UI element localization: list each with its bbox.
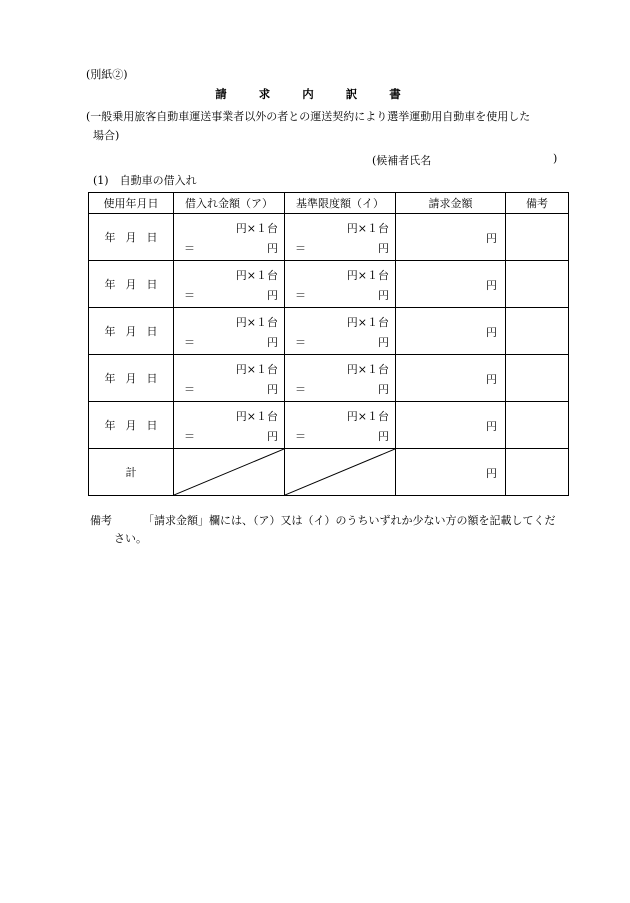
note-line-1: 「請求金額」欄には、（ア）又は（イ）のうちいずれか少ない方の額を記載してくだ [143,514,556,527]
yen-unit: 円 [267,430,278,443]
day-label: 日 [146,372,158,385]
claim-amount-cell [396,402,506,449]
limit-amount-cell [285,214,396,261]
yen-unit: 円 [267,383,278,396]
equals-sign: ＝ [295,289,306,302]
rental-amount-cell [174,308,285,355]
limit-amount-cell [285,261,396,308]
note-label: 備考 [90,514,112,527]
total-label: 計 [89,449,174,496]
remarks-cell [506,214,569,261]
month-label: 月 [125,325,137,338]
year-label: 年 [104,278,116,291]
per-unit-label: 円×１台 [235,316,278,329]
note-line-2: さい。 [114,532,147,545]
table-row [89,214,569,261]
yen-unit: 円 [486,373,497,386]
remarks-cell [506,355,569,402]
header-rental-amount: 借入れ金額（ア） [174,193,285,214]
per-unit-label: 円×１台 [235,222,278,235]
yen-unit: 円 [378,336,389,349]
candidate-name-close: ) [553,152,558,165]
year-label: 年 [104,419,116,432]
total-row [89,449,569,496]
claim-amount-cell [396,308,506,355]
equals-sign: ＝ [295,383,306,396]
claim-amount-cell [396,355,506,402]
remarks-cell [506,308,569,355]
day-label: 日 [146,231,158,244]
yen-unit: 円 [486,467,497,480]
per-unit-label: 円×１台 [235,269,278,282]
header-usage-date: 使用年月日 [89,193,174,214]
breakdown-table [88,192,569,496]
remarks-cell [506,402,569,449]
usage-date-cell [89,214,174,261]
month-label: 月 [125,372,137,385]
limit-amount-cell [285,355,396,402]
total-claim-cell [396,449,506,496]
header-limit-amount: 基準限度額（イ） [285,193,396,214]
equals-sign: ＝ [184,383,195,396]
total-limit-empty [285,449,396,496]
header-remarks: 備考 [506,193,569,214]
section-heading: (1) 自動車の借入れ [93,174,197,187]
claim-amount-cell [396,261,506,308]
yen-unit: 円 [378,430,389,443]
usage-date-cell [89,308,174,355]
rental-amount-cell [174,355,285,402]
equals-sign: ＝ [184,242,195,255]
yen-unit: 円 [378,242,389,255]
yen-unit: 円 [378,289,389,302]
yen-unit: 円 [267,289,278,302]
equals-sign: ＝ [184,289,195,302]
per-unit-label: 円×１台 [346,316,389,329]
yen-unit: 円 [378,383,389,396]
per-unit-label: 円×１台 [346,269,389,282]
table-row [89,355,569,402]
day-label: 日 [146,419,158,432]
month-label: 月 [125,419,137,432]
day-label: 日 [146,278,158,291]
usage-date-cell [89,355,174,402]
year-label: 年 [104,372,116,385]
yen-unit: 円 [486,232,497,245]
diagonal-strike [285,449,395,495]
equals-sign: ＝ [184,430,195,443]
month-label: 月 [125,278,137,291]
per-unit-label: 円×１台 [346,363,389,376]
limit-amount-cell [285,308,396,355]
per-unit-label: 円×１台 [346,222,389,235]
year-label: 年 [104,231,116,244]
claim-amount-cell [396,214,506,261]
equals-sign: ＝ [295,336,306,349]
rental-amount-cell [174,402,285,449]
per-unit-label: 円×１台 [346,410,389,423]
per-unit-label: 円×１台 [235,410,278,423]
total-rental-empty [174,449,285,496]
yen-unit: 円 [267,242,278,255]
page-title: 請 求 内 訳 書 [215,87,415,101]
month-label: 月 [125,231,137,244]
diagonal-strike [174,449,284,495]
limit-amount-cell [285,402,396,449]
remarks-cell [506,261,569,308]
yen-unit: 円 [486,279,497,292]
equals-sign: ＝ [295,242,306,255]
usage-date-cell [89,402,174,449]
header-claim-amount: 請求金額 [396,193,506,214]
total-remarks-cell [506,449,569,496]
yen-unit: 円 [486,326,497,339]
subtitle-line-2: 場合) [93,129,120,142]
table-row [89,402,569,449]
per-unit-label: 円×１台 [235,363,278,376]
yen-unit: 円 [267,336,278,349]
rental-amount-cell [174,261,285,308]
rental-amount-cell [174,214,285,261]
annex-label: (別紙②) [86,68,128,81]
equals-sign: ＝ [295,430,306,443]
year-label: 年 [104,325,116,338]
table-row [89,261,569,308]
day-label: 日 [146,325,158,338]
candidate-name-label: (候補者氏名 [372,154,432,167]
subtitle-line-1: (一般乗用旅客自動車運送事業者以外の者との運送契約により選挙運動用自動車を使用した [86,110,531,123]
equals-sign: ＝ [184,336,195,349]
table-header-row [89,193,569,214]
table-row [89,308,569,355]
yen-unit: 円 [486,420,497,433]
usage-date-cell [89,261,174,308]
